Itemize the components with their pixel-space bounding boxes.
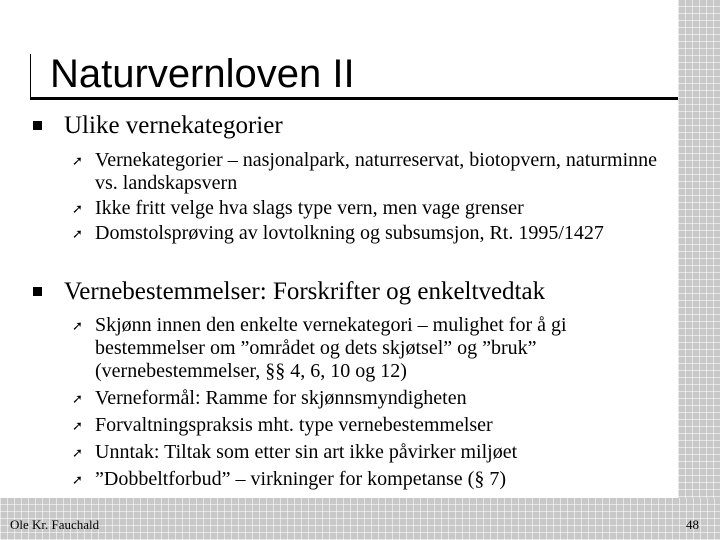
- square-bullet-icon: [33, 121, 42, 130]
- right-decorative-strip: [678, 0, 720, 498]
- arrow-bullet-icon: ➚: [72, 419, 83, 434]
- list-item: [30, 414, 670, 437]
- arrow-bullet-icon: ➚: [72, 202, 83, 217]
- footer-author: Ole Kr. Fauchald: [10, 517, 100, 532]
- list-item: [30, 314, 670, 383]
- section-vernebestemmelser: [30, 277, 670, 491]
- list-item: [30, 197, 670, 220]
- list-item: [30, 441, 670, 464]
- arrow-bullet-icon: ➚: [72, 446, 83, 461]
- arrow-bullet-icon: ➚: [72, 319, 83, 334]
- arrow-bullet-icon: ➚: [72, 473, 83, 488]
- arrow-bullet-icon: ➚: [72, 227, 83, 242]
- slide-title: Naturvernloven II: [50, 52, 355, 96]
- list-item: [30, 222, 670, 245]
- arrow-bullet-icon: ➚: [72, 392, 83, 407]
- list-item-text: Skjønn innen den enkelte vernekategori – mulighet for å gi bestemmelser om ”området og dets skjøtsel” og ”bruk” (vernebestemmelser, §§ 4, 6, 10 og 12): [95, 314, 567, 382]
- list-item: [30, 387, 670, 410]
- list-item-text: Ikke fritt velge hva slags type vern, men vage grenser: [95, 197, 524, 219]
- section-heading: [30, 277, 670, 307]
- list-item: [30, 468, 670, 491]
- list-item-text: Domstolsprøving av lovtolkning og subsumsjon, Rt. 1995/1427: [95, 222, 604, 244]
- square-bullet-icon: [33, 287, 42, 296]
- list-item-text: Vernekategorier – nasjonalpark, naturreservat, biotopvern, naturminne vs. landskapsvern: [95, 149, 658, 194]
- list-item-text: Unntak: Tiltak som etter sin art ikke påvirker miljøet: [95, 441, 518, 463]
- list-item: [30, 149, 670, 195]
- arrow-bullet-icon: ➚: [72, 154, 83, 169]
- title-left-edge: [30, 54, 31, 97]
- title-underline: [30, 97, 678, 100]
- section-heading-text: Vernebestemmelser: Forskrifter og enkeltvedtak: [64, 278, 546, 305]
- section-heading-text: Ulike vernekategorier: [64, 112, 283, 139]
- page-number: 48: [686, 517, 699, 532]
- list-item-text: Forvaltningspraksis mht. type vernebestemmelser: [95, 414, 493, 436]
- section-heading: [30, 111, 670, 141]
- list-item-text: ”Dobbeltforbud” – virkninger for kompetanse (§ 7): [95, 468, 506, 490]
- footer-band: [0, 498, 720, 540]
- list-item-text: Verneformål: Ramme for skjønnsmyndigheten: [95, 387, 467, 409]
- section-ulike-vernekategorier: [30, 111, 670, 245]
